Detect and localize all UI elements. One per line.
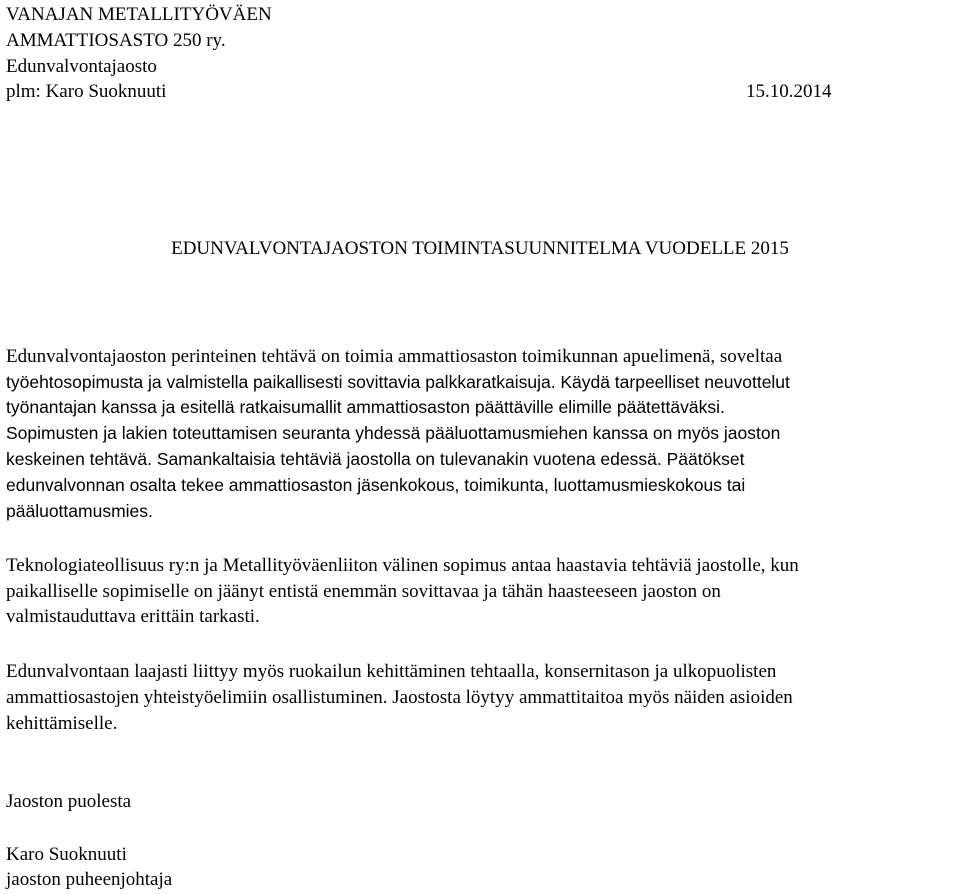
chair-name: plm: Karo Suoknuuti bbox=[6, 81, 167, 102]
paragraph-line: pääluottamusmies. bbox=[6, 501, 153, 521]
organization-unit: AMMATTIOSASTO 250 ry. bbox=[6, 30, 226, 51]
signature-on-behalf: Jaoston puolesta bbox=[6, 791, 132, 812]
paragraph-line: paikalliselle sopimiselle on jäänyt entistä enemmän sovittavaa ja tähän haasteeseen jaoston on bbox=[6, 581, 721, 602]
paragraph-line-segment: Samankaltaisia tehtäviä jaostolla on tulevanakin vuotena edessä. bbox=[156, 449, 662, 469]
paragraph-line: työnantajan kanssa ja esitellä ratkaisumallit ammattiosaston päättäville elimille päätettäväksi. bbox=[6, 397, 725, 417]
paragraph-line: Edunvalvontajaoston perinteinen tehtävä on toimia ammattiosaston toimikunnan apuelimenä, soveltaa bbox=[6, 346, 783, 367]
paragraph-line: Sopimusten ja lakien toteuttamisen seuranta yhdessä pääluottamusmiehen kanssa on myös jaoston bbox=[6, 423, 781, 443]
paragraph-line-segment: keskeinen tehtävä. bbox=[6, 449, 152, 469]
paragraph-line: ammattiosastojen yhteistyöelimiin osallistuminen. Jaostosta löytyy ammattitaitoa myös näiden asioiden bbox=[6, 687, 793, 708]
document-date: 15.10.2014 bbox=[746, 81, 832, 102]
paragraph-line: kehittämiselle. bbox=[6, 713, 118, 734]
paragraph-line bbox=[6, 370, 790, 395]
document-title: EDUNVALVONTAJAOSTON TOIMINTASUUNNITELMA VUODELLE 2015 bbox=[171, 238, 789, 259]
paragraph-line bbox=[6, 447, 744, 471]
organization-name: VANAJAN METALLITYÖVÄEN bbox=[6, 4, 272, 25]
paragraph-line-segment: työehtosopimusta ja valmistella paikallisesti sovittavia palkkaratkaisuja. bbox=[6, 372, 556, 392]
paragraph-line-segment: Päätökset bbox=[666, 449, 745, 469]
paragraph-line: edunvalvonnan osalta tekee ammattiosaston jäsenkokous, toimikunta, luottamusmieskokous tai bbox=[6, 475, 746, 495]
paragraph-line-segment: Käydä tarpeelliset neuvottelut bbox=[560, 372, 790, 392]
paragraph-line: Edunvalvontaan laajasti liittyy myös ruokailun kehittäminen tehtaalla, konsernitason ja ulkopuolisten bbox=[6, 661, 777, 682]
paragraph-line: valmistauduttava erittäin tarkasti. bbox=[6, 606, 260, 627]
paragraph-line: Teknologiateollisuus ry:n ja Metallityöväenliiton välinen sopimus antaa haastavia tehtäviä jaostolle, kun bbox=[6, 555, 799, 576]
signature-role: jaoston puheenjohtaja bbox=[6, 869, 173, 890]
signature-name: Karo Suoknuuti bbox=[6, 844, 127, 865]
section-name: Edunvalvontajaosto bbox=[6, 56, 157, 77]
